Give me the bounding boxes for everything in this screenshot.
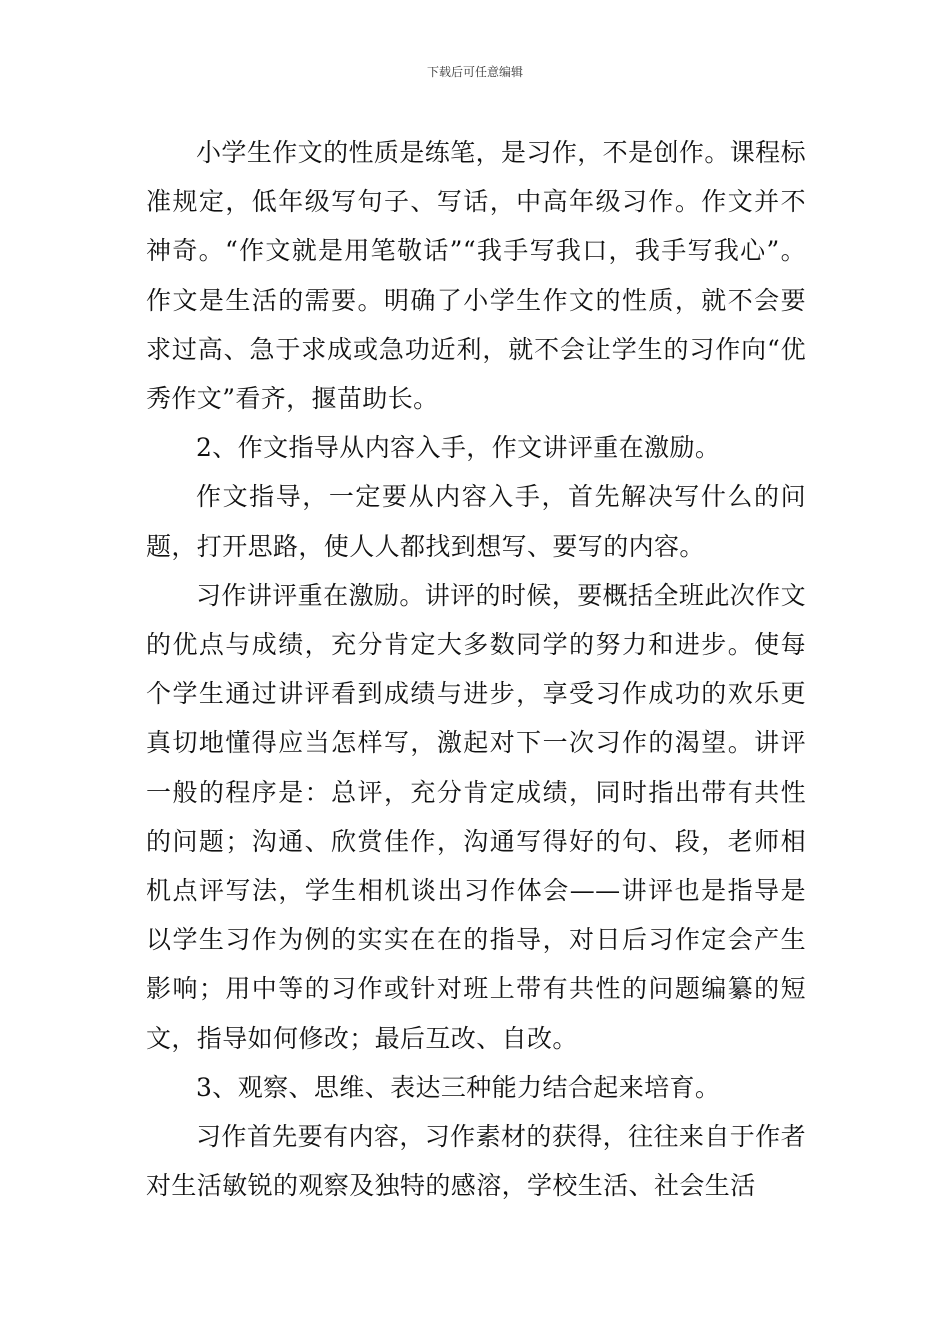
paragraph-review-encourage: 习作讲评重在激励。讲评的时候，要概括全班此次作文的优点与成绩，充分肯定大多数同学的努力和进步。使每个学生通过讲评看到成绩与进步，享受习作成功的欢乐更真切地懂得应当怎样写，激起对下一次习作的渴望。讲评一般的程序是：总评，充分肯定成绩，同时指出带有共性的问题；沟通、欣赏佳作，沟通写得好的句、段，老师相机点评写法，学生相机谈出习作体会——讲评也是指导是以学生习作为例的实实在在的指导，对日后习作定会产生影响；用中等的习作或针对班上带有共性的问题编纂的短文，指导如何修改；最后互改、自改。 [146, 580, 806, 1053]
paragraph-material-observation: 习作首先要有内容，习作素材的获得，往往来自于作者对生活敏锐的观察及独特的感溶，学校生活、社会生活 [146, 1122, 806, 1201]
paragraph-writing-nature: 小学生作文的性质是练笔，是习作，不是创作。课程标准规定，低年级写句子、写话，中高年级习作。作文并不神奇。“作文就是用笔敬话”“我手写我口，我手写我心”。作文是生活的需要。明确了小学生作文的性质，就不会要求过高、急于求成或急功近利，就不会让学生的习作向“优秀作文”看齐，揠苗助长。 [146, 138, 806, 414]
paragraph-guidance-content: 作文指导，一定要从内容入手，首先解决写什么的问题，打开思路，使人人都找到想写、要写的内容。 [146, 482, 806, 561]
heading-point-2: 2、作文指导从内容入手，作文讲评重在激励。 [196, 433, 721, 463]
page-header-note: 下载后可任意编辑 [426, 65, 523, 79]
heading-point-3: 3、观察、思维、表达三种能力结合起来培育。 [196, 1072, 721, 1102]
document-body [146, 128, 806, 1210]
